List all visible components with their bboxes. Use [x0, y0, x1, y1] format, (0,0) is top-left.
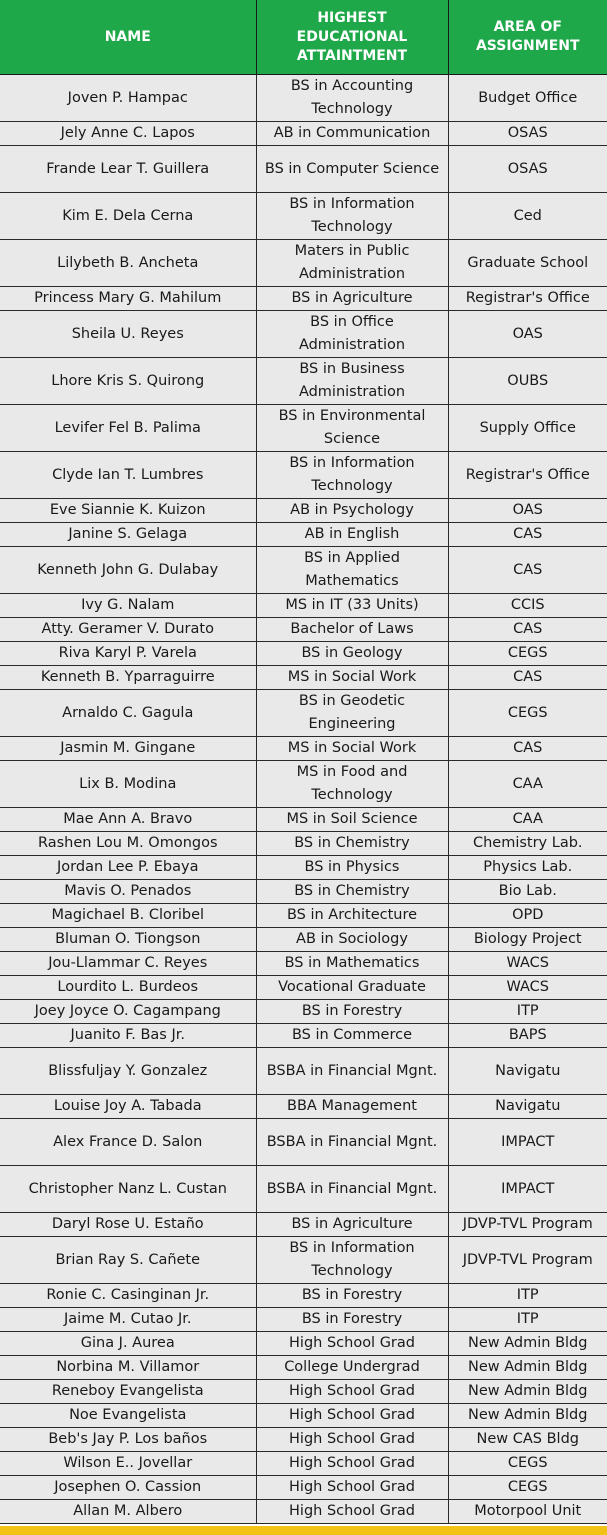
table-row: [0, 832, 607, 856]
table-row: [0, 856, 607, 880]
cell-education: BS in Mathematics: [256, 952, 448, 976]
cell-name: Allan M. Albero: [0, 1500, 256, 1524]
cell-education: BS in Office Administration: [256, 311, 448, 358]
cell-name: Norbina M. Villamor: [0, 1356, 256, 1380]
cell-area: Navigatu: [448, 1048, 607, 1095]
cell-education: BS in Physics: [256, 856, 448, 880]
cell-education: MS in Social Work: [256, 666, 448, 690]
table-row: [0, 75, 607, 122]
cell-area: ITP: [448, 1000, 607, 1024]
cell-area: Budget Office: [448, 75, 607, 122]
header-education: HIGHEST EDUCATIONAL ATTAINTMENT: [256, 0, 448, 75]
cell-name: Princess Mary G. Mahilum: [0, 287, 256, 311]
cell-area: CAS: [448, 737, 607, 761]
cell-education: MS in Soil Science: [256, 808, 448, 832]
table-row: [0, 1213, 607, 1237]
table-row: [0, 1500, 607, 1524]
cell-area: OAS: [448, 499, 607, 523]
cell-education: MS in Social Work: [256, 737, 448, 761]
cell-name: Ivy G. Nalam: [0, 594, 256, 618]
table-row: [0, 1308, 607, 1332]
cell-name: Jordan Lee P. Ebaya: [0, 856, 256, 880]
table-row: [0, 1284, 607, 1308]
cell-area: Chemistry Lab.: [448, 832, 607, 856]
cell-education: High School Grad: [256, 1380, 448, 1404]
cell-education: College Undergrad: [256, 1356, 448, 1380]
cell-education: BSBA in Financial Mgnt.: [256, 1119, 448, 1166]
cell-name: Clyde Ian T. Lumbres: [0, 452, 256, 499]
table-row: [0, 618, 607, 642]
cell-name: Gina J. Aurea: [0, 1332, 256, 1356]
table-row: [0, 904, 607, 928]
table-header: [0, 0, 607, 75]
cell-name: Mavis O. Penados: [0, 880, 256, 904]
table-row: [0, 122, 607, 146]
header-name: NAME: [0, 0, 256, 75]
table-row: [0, 690, 607, 737]
cell-area: Biology Project: [448, 928, 607, 952]
cell-area: ITP: [448, 1308, 607, 1332]
cell-name: Lilybeth B. Ancheta: [0, 240, 256, 287]
table-row: [0, 1237, 607, 1284]
cell-area: OSAS: [448, 122, 607, 146]
cell-name: Blissfuljay Y. Gonzalez: [0, 1048, 256, 1095]
table-row: [0, 1095, 607, 1119]
cell-education: BS in Agriculture: [256, 1213, 448, 1237]
cell-area: New Admin Bldg: [448, 1380, 607, 1404]
table-row: [0, 405, 607, 452]
cell-name: Jely Anne C. Lapos: [0, 122, 256, 146]
cell-name: Jasmin M. Gingane: [0, 737, 256, 761]
cell-education: AB in English: [256, 523, 448, 547]
cell-education: BS in Forestry: [256, 1284, 448, 1308]
cell-name: Sheila U. Reyes: [0, 311, 256, 358]
cell-area: IMPACT: [448, 1119, 607, 1166]
cell-area: CAS: [448, 547, 607, 594]
cell-name: Alex France D. Salon: [0, 1119, 256, 1166]
cell-area: BAPS: [448, 1024, 607, 1048]
cell-area: CEGS: [448, 690, 607, 737]
table-row: [0, 1119, 607, 1166]
cell-name: Daryl Rose U. Estaño: [0, 1213, 256, 1237]
cell-name: Brian Ray S. Cañete: [0, 1237, 256, 1284]
cell-name: Josephen O. Cassion: [0, 1476, 256, 1500]
cell-name: Kim E. Dela Cerna: [0, 193, 256, 240]
cell-area: New CAS Bldg: [448, 1428, 607, 1452]
cell-name: Magichael B. Cloribel: [0, 904, 256, 928]
table-row: [0, 1024, 607, 1048]
cell-area: New Admin Bldg: [448, 1356, 607, 1380]
cell-education: BS in Forestry: [256, 1308, 448, 1332]
table-row: [0, 880, 607, 904]
cell-name: Joey Joyce O. Cagampang: [0, 1000, 256, 1024]
cell-name: Jou-Llammar C. Reyes: [0, 952, 256, 976]
cell-education: AB in Communication: [256, 122, 448, 146]
cell-education: Vocational Graduate: [256, 976, 448, 1000]
table-row: [0, 1000, 607, 1024]
table-row: [0, 1476, 607, 1500]
cell-area: New Admin Bldg: [448, 1404, 607, 1428]
cell-area: CCIS: [448, 594, 607, 618]
cell-area: Ced: [448, 193, 607, 240]
table-row: [0, 1380, 607, 1404]
cell-education: BS in Information Technology: [256, 193, 448, 240]
cell-name: Jaime M. Cutao Jr.: [0, 1308, 256, 1332]
cell-education: High School Grad: [256, 1332, 448, 1356]
cell-education: MS in Food and Technology: [256, 761, 448, 808]
cell-education: BSBA in Financial Mgnt.: [256, 1166, 448, 1213]
cell-name: Atty. Geramer V. Durato: [0, 618, 256, 642]
cell-name: Reneboy Evangelista: [0, 1380, 256, 1404]
header-area: AREA OF ASSIGNMENT: [448, 0, 607, 75]
table-row: [0, 452, 607, 499]
cell-name: Janine S. Gelaga: [0, 523, 256, 547]
cell-name: Louise Joy A. Tabada: [0, 1095, 256, 1119]
cell-name: Rashen Lou M. Omongos: [0, 832, 256, 856]
cell-name: Ronie C. Casinginan Jr.: [0, 1284, 256, 1308]
cell-area: OUBS: [448, 358, 607, 405]
cell-education: BS in Agriculture: [256, 287, 448, 311]
cell-area: Registrar's Office: [448, 287, 607, 311]
cell-education: High School Grad: [256, 1476, 448, 1500]
cell-education: BS in Information Technology: [256, 452, 448, 499]
cell-area: CAS: [448, 618, 607, 642]
cell-name: Joven P. Hampac: [0, 75, 256, 122]
table-row: [0, 240, 607, 287]
cell-name: Bluman O. Tiongson: [0, 928, 256, 952]
cell-education: BS in Architecture: [256, 904, 448, 928]
footer-accent-bar: [0, 1526, 607, 1535]
cell-education: BSBA in Financial Mgnt.: [256, 1048, 448, 1095]
cell-area: Supply Office: [448, 405, 607, 452]
table-row: [0, 193, 607, 240]
cell-area: OAS: [448, 311, 607, 358]
cell-area: Registrar's Office: [448, 452, 607, 499]
cell-name: Beb's Jay P. Los baños: [0, 1428, 256, 1452]
cell-education: High School Grad: [256, 1404, 448, 1428]
cell-area: IMPACT: [448, 1166, 607, 1213]
cell-name: Wilson E.. Jovellar: [0, 1452, 256, 1476]
cell-education: BBA Management: [256, 1095, 448, 1119]
cell-name: Noe Evangelista: [0, 1404, 256, 1428]
table-row: [0, 547, 607, 594]
table-row: [0, 499, 607, 523]
table-row: [0, 761, 607, 808]
table-row: [0, 928, 607, 952]
cell-education: BS in Chemistry: [256, 880, 448, 904]
cell-name: Kenneth John G. Dulabay: [0, 547, 256, 594]
cell-area: OPD: [448, 904, 607, 928]
cell-education: MS in IT (33 Units): [256, 594, 448, 618]
table-row: [0, 808, 607, 832]
cell-name: Lhore Kris S. Quirong: [0, 358, 256, 405]
table-row: [0, 594, 607, 618]
cell-name: Riva Karyl P. Varela: [0, 642, 256, 666]
cell-education: BS in Business Administration: [256, 358, 448, 405]
cell-education: BS in Applied Mathematics: [256, 547, 448, 594]
cell-education: BS in Forestry: [256, 1000, 448, 1024]
table-row: [0, 1452, 607, 1476]
cell-area: CEGS: [448, 642, 607, 666]
cell-area: CEGS: [448, 1476, 607, 1500]
cell-education: BS in Information Technology: [256, 1237, 448, 1284]
cell-education: BS in Chemistry: [256, 832, 448, 856]
cell-area: Bio Lab.: [448, 880, 607, 904]
cell-area: CAA: [448, 808, 607, 832]
cell-area: JDVP-TVL Program: [448, 1237, 607, 1284]
table-row: [0, 287, 607, 311]
cell-education: BS in Geology: [256, 642, 448, 666]
cell-area: New Admin Bldg: [448, 1332, 607, 1356]
cell-education: High School Grad: [256, 1452, 448, 1476]
cell-name: Frande Lear T. Guillera: [0, 146, 256, 193]
cell-name: Juanito F. Bas Jr.: [0, 1024, 256, 1048]
cell-name: Kenneth B. Yparraguirre: [0, 666, 256, 690]
cell-name: Lourdito L. Burdeos: [0, 976, 256, 1000]
cell-name: Lix B. Modina: [0, 761, 256, 808]
cell-education: BS in Computer Science: [256, 146, 448, 193]
table-row: [0, 976, 607, 1000]
table-row: [0, 523, 607, 547]
cell-area: CAS: [448, 523, 607, 547]
table-row: [0, 1048, 607, 1095]
cell-area: Motorpool Unit: [448, 1500, 607, 1524]
cell-education: High School Grad: [256, 1428, 448, 1452]
table-row: [0, 1356, 607, 1380]
cell-area: CAA: [448, 761, 607, 808]
cell-education: Bachelor of Laws: [256, 618, 448, 642]
table-row: [0, 737, 607, 761]
table-row: [0, 952, 607, 976]
cell-education: BS in Accounting Technology: [256, 75, 448, 122]
cell-name: Mae Ann A. Bravo: [0, 808, 256, 832]
cell-area: Graduate School: [448, 240, 607, 287]
cell-area: CEGS: [448, 1452, 607, 1476]
cell-education: BS in Environmental Science: [256, 405, 448, 452]
table-row: [0, 1166, 607, 1213]
table-row: [0, 1404, 607, 1428]
cell-name: Christopher Nanz L. Custan: [0, 1166, 256, 1213]
cell-area: Physics Lab.: [448, 856, 607, 880]
table-row: [0, 146, 607, 193]
table-row: [0, 666, 607, 690]
cell-name: Levifer Fel B. Palima: [0, 405, 256, 452]
table-row: [0, 642, 607, 666]
table-row: [0, 1332, 607, 1356]
header-row: [0, 0, 607, 75]
cell-area: JDVP-TVL Program: [448, 1213, 607, 1237]
table-row: [0, 358, 607, 405]
table-row: [0, 1428, 607, 1452]
cell-education: AB in Psychology: [256, 499, 448, 523]
cell-education: BS in Geodetic Engineering: [256, 690, 448, 737]
cell-area: WACS: [448, 952, 607, 976]
cell-education: AB in Sociology: [256, 928, 448, 952]
table-body: [0, 75, 607, 1524]
cell-area: CAS: [448, 666, 607, 690]
cell-area: OSAS: [448, 146, 607, 193]
cell-area: Navigatu: [448, 1095, 607, 1119]
table-row: [0, 311, 607, 358]
cell-name: Arnaldo C. Gagula: [0, 690, 256, 737]
cell-area: ITP: [448, 1284, 607, 1308]
cell-name: Eve Siannie K. Kuizon: [0, 499, 256, 523]
cell-education: BS in Commerce: [256, 1024, 448, 1048]
cell-area: WACS: [448, 976, 607, 1000]
cell-education: High School Grad: [256, 1500, 448, 1524]
cell-education: Maters in Public Administration: [256, 240, 448, 287]
